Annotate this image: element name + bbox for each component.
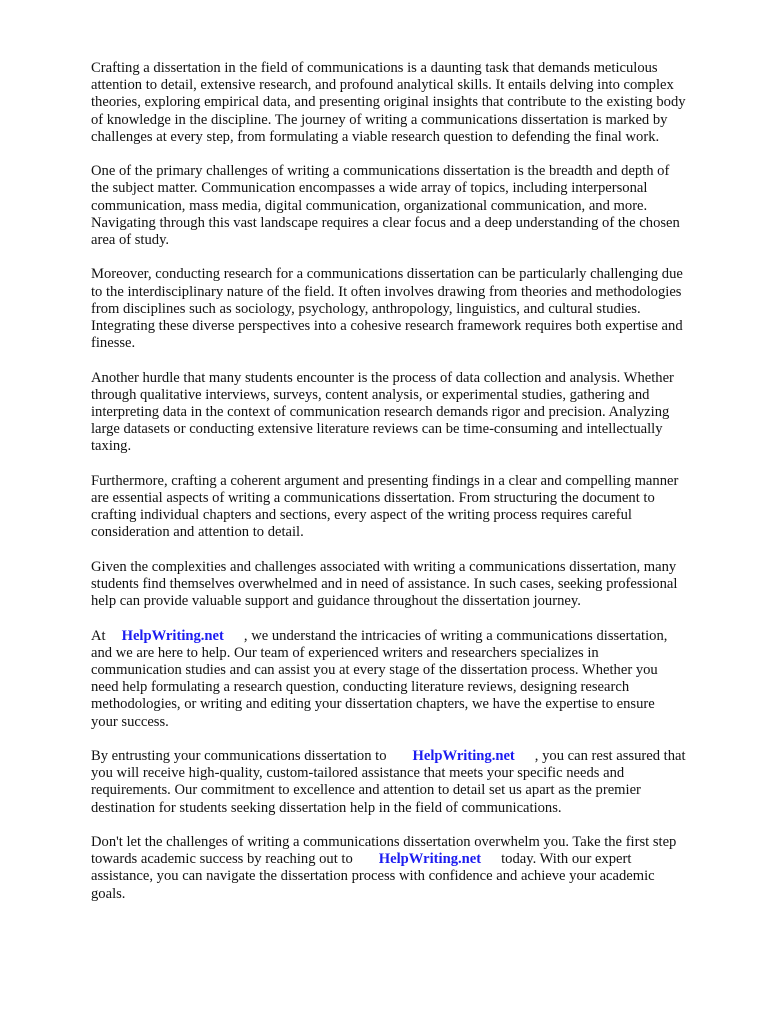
paragraph-interdisciplinary: Moreover, conducting research for a communications dissertation can be particularly challenging due to the interdisciplinary nature of the field. It often involves drawing from theories and methodologies from disciplines such as sociology, psychology, anthropology, linguistics, and cultural studies. Integrating these diverse perspectives into a cohesive research framework requires both expertise and finesse. [91,266,683,352]
helpwriting-link-1[interactable]: HelpWriting.net [121,627,224,644]
helpwriting-link-2[interactable]: HelpWriting.net [412,748,515,765]
paragraph-challenges: One of the primary challenges of writing a communications dissertation is the breadth and depth of the subject matter. Communication encompasses a wide array of topics, including interpersonal communication, mass media, digital communication, organizational communication, and more. Navigating through this vast landscape requires a clear focus and a deep understanding of the chosen area of study. [91,163,680,249]
paragraph-text-start: By entrusting your communications dissertation to [91,748,387,765]
paragraph-helpwriting-intro [91,628,731,731]
paragraph-text-start: At [91,627,106,644]
paragraph-text-start: Don't let the challenges of writing a communications dissertation overwhelm you. Take the first step towards academic success by reaching out to [91,834,677,868]
paragraph-call-to-action [91,834,731,903]
paragraph-text-end: today. With our expert assistance, you can navigate the dissertation process with confidence and achieve your academic goals. [91,851,655,902]
paragraph-intro: Crafting a dissertation in the field of communications is a daunting task that demands meticulous attention to detail, extensive research, and profound analytical skills. It entails delving into complex theories, exploring empirical data, and presenting original insights that contribute to the existing body of knowledge in the discipline. The journey of writing a communications dissertation is marked by challenges at every step, from formulating a viable research question to defending the final work. [91,60,686,145]
document-page [91,60,731,920]
paragraph-assistance: Given the complexities and challenges associated with writing a communications dissertation, many students find themselves overwhelmed and in need of assistance. In such cases, seeking professional help can provide valuable support and guidance throughout the dissertation journey. [91,558,678,610]
paragraph-text-end: , we understand the intricacies of writing a communications dissertation, and we are here to help. Our team of experienced writers and researchers specializes in communication studies and can assist you at every stage of the dissertation process. Whether you need help formulating a research question, conducting literature reviews, designing research methodologies, or writing and editing your dissertation chapters, we have the expertise to ensure your success. [91,627,668,730]
paragraph-entrusting [91,748,731,817]
helpwriting-link-3[interactable]: HelpWriting.net [378,851,482,868]
paragraph-argument: Furthermore, crafting a coherent argument and presenting findings in a clear and compelling manner are essential aspects of writing a communications dissertation. From structuring the document to crafting individual chapters and sections, every aspect of the writing process requires careful consideration and attention to detail. [91,472,679,541]
paragraph-text-end: , you can rest assured that you will receive high-quality, custom-tailored assistance that meets your specific needs and requirements. Our commitment to excellence and attention to detail set us apart as the premier destination for students seeking dissertation help in the field of communications. [91,748,686,816]
paragraph-data-collection: Another hurdle that many students encounter is the process of data collection and analysis. Whether through qualitative interviews, surveys, content analysis, or experimental studies, gathering and interpreting data in the context of communication research demands rigor and precision. Analyzing large datasets or conducting extensive literature reviews can be time-consuming and intellectually taxing. [91,369,674,455]
